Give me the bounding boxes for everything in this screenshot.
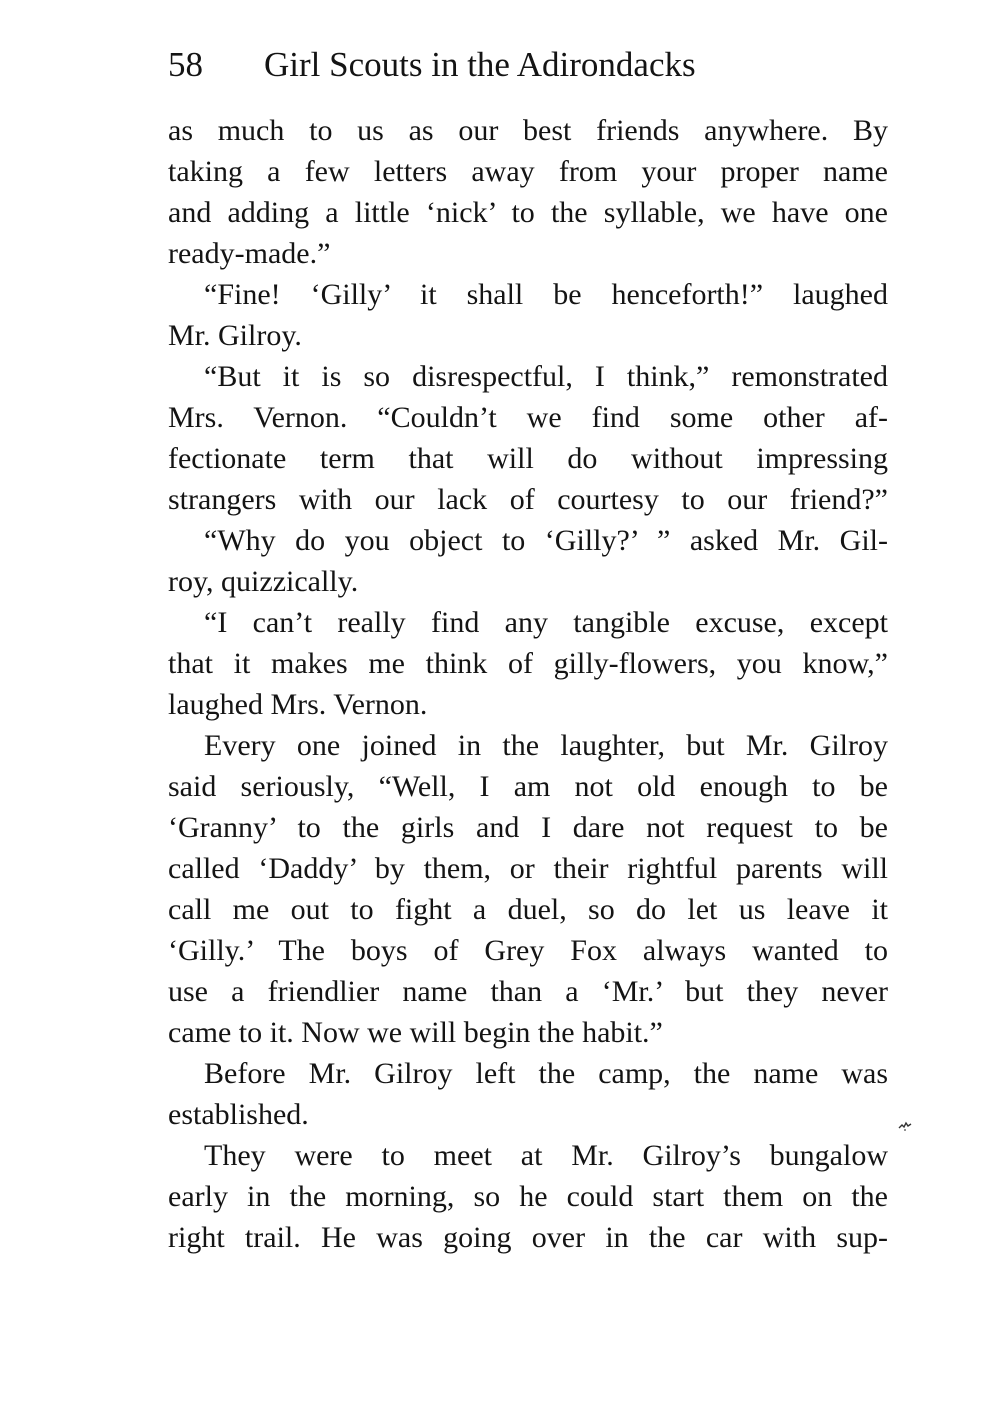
text-line: early in the morning, so he could start them on the xyxy=(168,1180,888,1213)
text-line: called ‘Daddy’ by them, or their rightful parents will xyxy=(168,852,888,885)
text-line: and adding a little ‘nick’ to the syllable, we have one xyxy=(168,196,888,229)
text-line: “I can’t really find any tangible excuse, except xyxy=(204,606,888,639)
text-line: “Fine! ‘Gilly’ it shall be henceforth!” laughed xyxy=(204,278,888,311)
text-line: established. xyxy=(168,1098,309,1131)
text-line: laughed Mrs. Vernon. xyxy=(168,688,428,721)
running-title: Girl Scouts in the Adirondacks xyxy=(264,45,696,84)
running-head xyxy=(168,40,888,90)
text-line: as much to us as our best friends anywhere. By xyxy=(168,114,888,147)
ink-speck xyxy=(898,1120,912,1132)
page-number: 58 xyxy=(168,45,203,84)
text-line: Mr. Gilroy. xyxy=(168,319,302,352)
text-line: They were to meet at Mr. Gilroy’s bungalow xyxy=(204,1139,888,1172)
text-line: Mrs. Vernon. “Couldn’t we find some other af- xyxy=(168,401,888,434)
text-line: taking a few letters away from your proper name xyxy=(168,155,888,188)
text-line: call me out to fight a duel, so do let us leave it xyxy=(168,893,888,926)
text-line: roy, quizzically. xyxy=(168,565,359,598)
text-line: right trail. He was going over in the car with sup- xyxy=(168,1221,888,1254)
text-line: “Why do you object to ‘Gilly?’ ” asked Mr. Gil- xyxy=(204,524,888,557)
text-line: came to it. Now we will begin the habit.” xyxy=(168,1016,663,1049)
text-line: Every one joined in the laughter, but Mr. Gilroy xyxy=(204,729,888,762)
text-line: strangers with our lack of courtesy to our friend?” xyxy=(168,483,888,516)
text-line: “But it is so disrespectful, I think,” remonstrated xyxy=(204,360,888,393)
text-line: ‘Gilly.’ The boys of Grey Fox always wanted to xyxy=(168,934,888,967)
body-text xyxy=(168,110,888,1258)
text-line: ‘Granny’ to the girls and I dare not request to be xyxy=(168,811,888,844)
text-line: fectionate term that will do without impressing xyxy=(168,442,888,475)
text-line: Before Mr. Gilroy left the camp, the name was xyxy=(204,1057,888,1090)
text-line: that it makes me think of gilly-flowers, you know,” xyxy=(168,647,888,680)
text-line: said seriously, “Well, I am not old enough to be xyxy=(168,770,888,803)
text-line: ready-made.” xyxy=(168,237,331,270)
text-line: use a friendlier name than a ‘Mr.’ but they never xyxy=(168,975,888,1008)
